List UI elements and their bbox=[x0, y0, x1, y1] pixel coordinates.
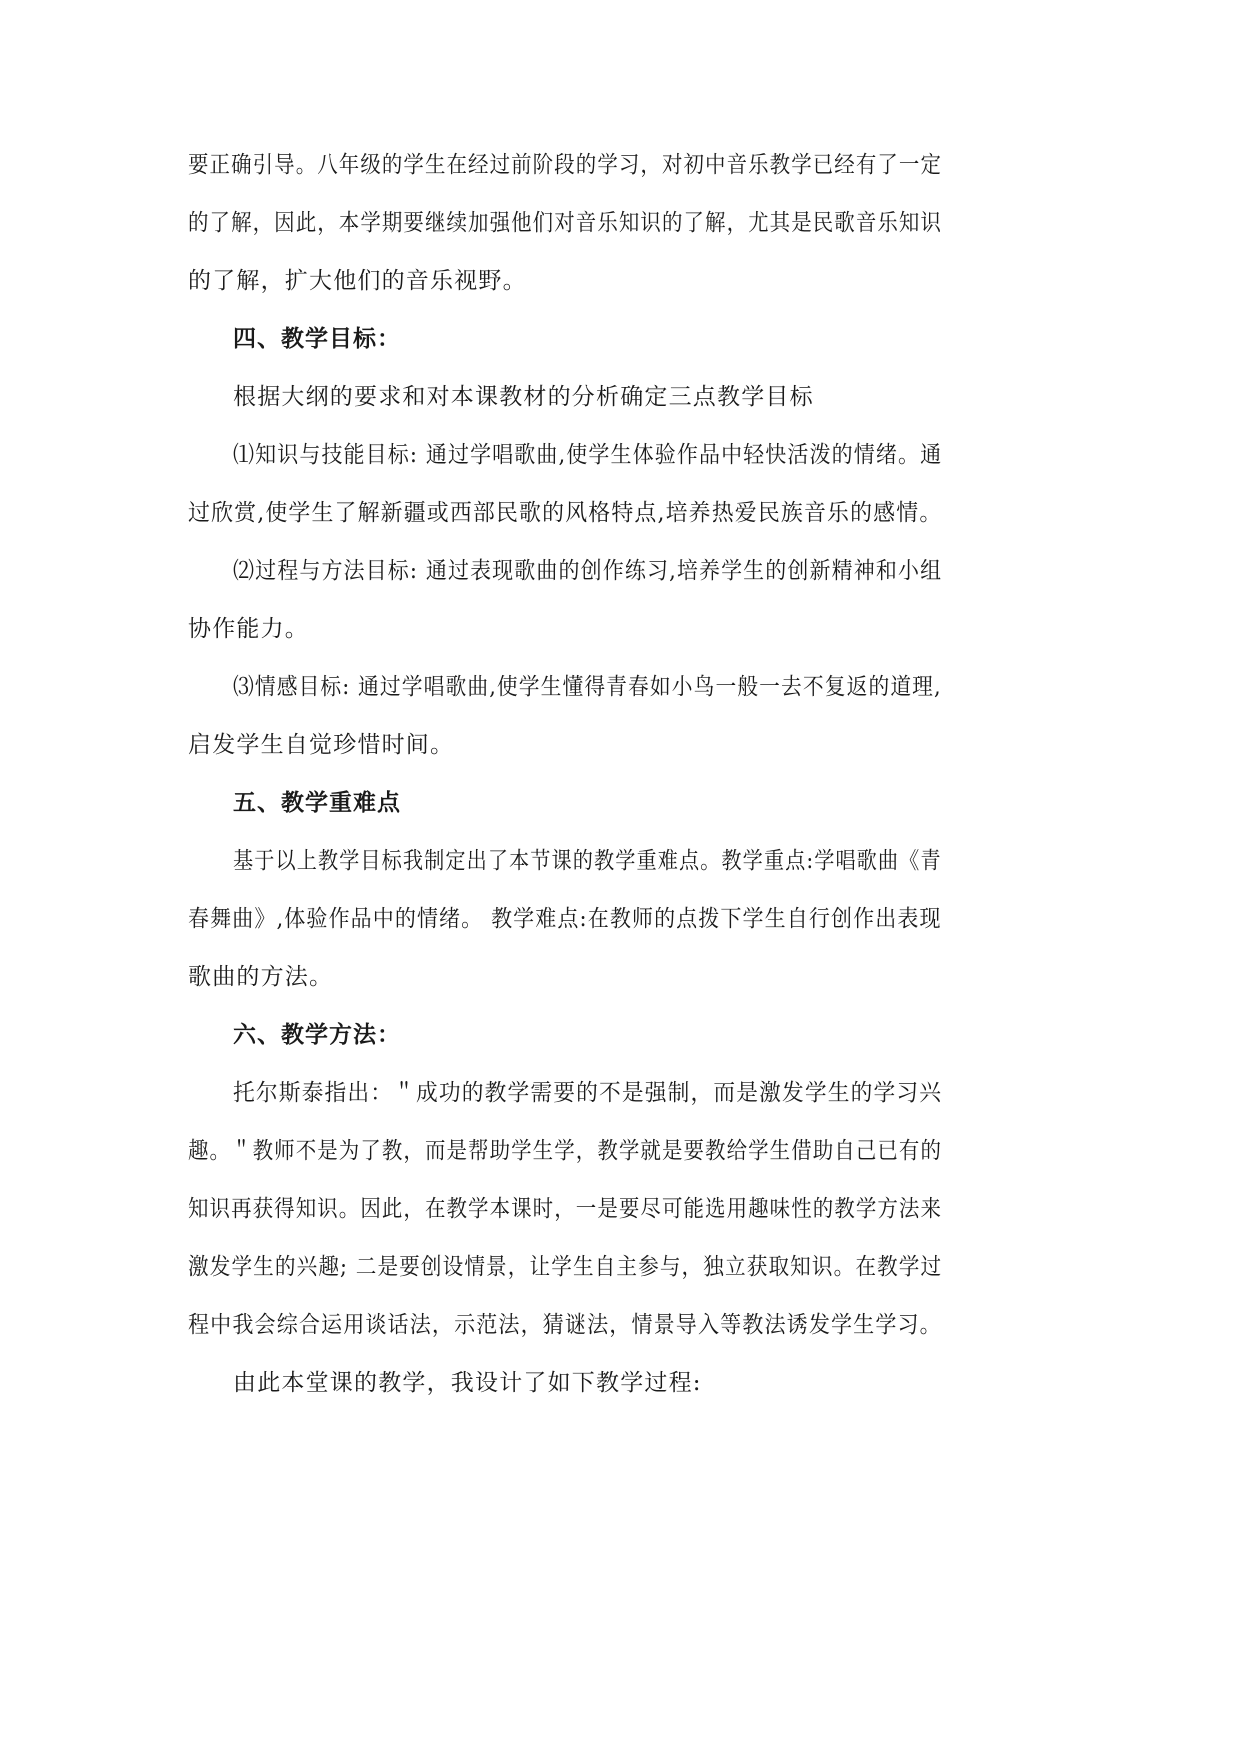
paragraph-line: 托尔斯泰指出：＂成功的教学需要的不是强制，而是激发学生的学习兴 bbox=[233, 1080, 943, 1106]
section-heading: 四、教学目标： bbox=[233, 325, 401, 352]
paragraph-line: ⑶情感目标: 通过学唱歌曲,使学生懂得青春如小鸟一般一去不复返的道理, bbox=[233, 674, 942, 700]
paragraph-line: 由此本堂课的教学，我设计了如下教学过程: bbox=[233, 1370, 702, 1396]
paragraph-line: 协作能力。 bbox=[188, 616, 309, 642]
section-heading: 六、教学方法： bbox=[233, 1021, 401, 1048]
paragraph-line: 要正确引导。八年级的学生在经过前阶段的学习，对初中音乐教学已经有了一定 bbox=[188, 152, 942, 178]
paragraph-line: ⑵过程与方法目标: 通过表现歌曲的创作练习,培养学生的创新精神和小组 bbox=[233, 558, 943, 584]
paragraph-line: 程中我会综合运用谈话法，示范法，猜谜法，情景导入等教法诱发学生学习。 bbox=[188, 1312, 942, 1338]
paragraph-line: 春舞曲》,体验作品中的情绪。 教学难点:在教师的点拨下学生自行创作出表现 bbox=[188, 906, 942, 932]
paragraph-line: 知识再获得知识。因此，在教学本课时，一是要尽可能选用趣味性的教学方法来 bbox=[188, 1196, 942, 1222]
paragraph-line: 的了解，因此，本学期要继续加强他们对音乐知识的了解，尤其是民歌音乐知识 bbox=[188, 210, 942, 236]
paragraph-line: 激发学生的兴趣; 二是要创设情景，让学生自主参与，独立获取知识。在教学过 bbox=[188, 1254, 943, 1280]
paragraph-line: 的了解，扩大他们的音乐视野。 bbox=[188, 268, 527, 294]
paragraph-line: 过欣赏,使学生了解新疆或西部民歌的风格特点,培养热爱民族音乐的感情。 bbox=[188, 500, 943, 526]
paragraph-line: 趣。＂教师不是为了教，而是帮助学生学，教学就是要教给学生借助自己已有的 bbox=[188, 1138, 942, 1164]
paragraph-line: ⑴知识与技能目标: 通过学唱歌曲,使学生体验作品中轻快活泼的情绪。通 bbox=[233, 442, 943, 468]
paragraph-line: 根据大纲的要求和对本课教材的分析确定三点教学目标 bbox=[233, 384, 814, 410]
section-heading: 五、教学重难点 bbox=[233, 789, 401, 816]
paragraph-line: 歌曲的方法。 bbox=[188, 964, 334, 990]
paragraph-line: 基于以上教学目标我制定出了本节课的教学重难点。教学重点:学唱歌曲《青 bbox=[233, 848, 942, 874]
paragraph-line: 启发学生自觉珍惜时间。 bbox=[188, 732, 455, 758]
